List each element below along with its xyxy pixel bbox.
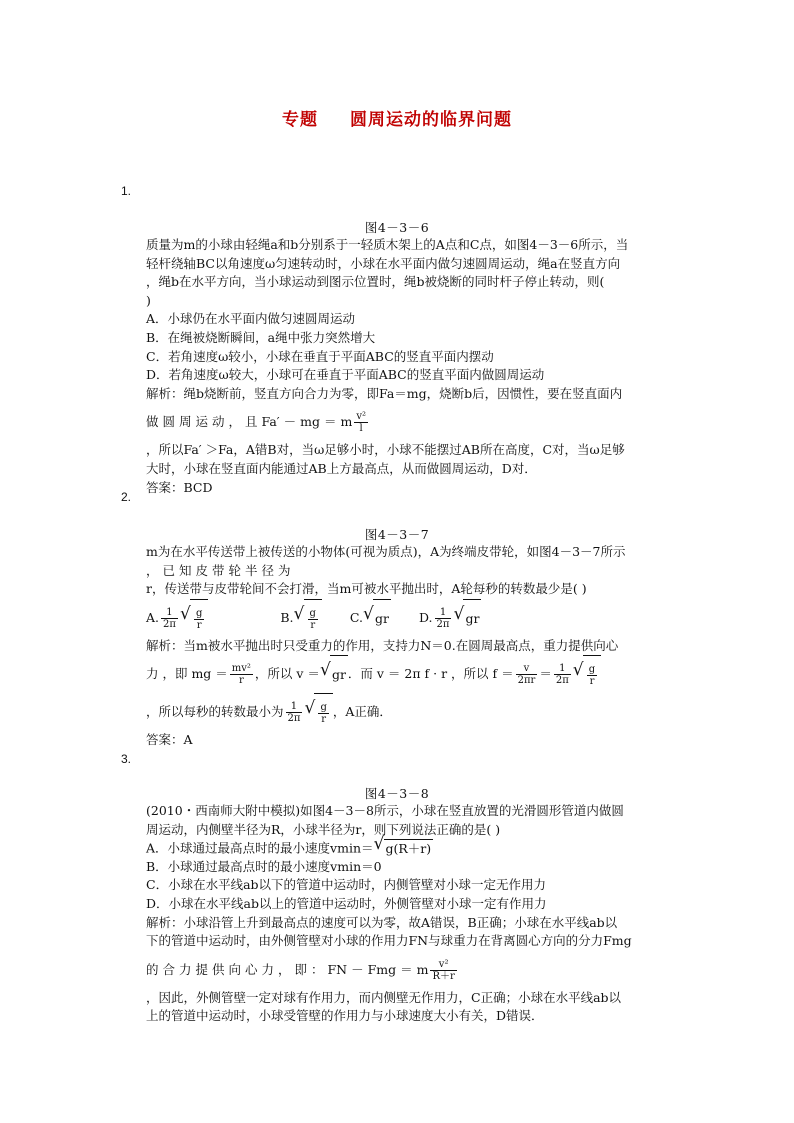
square-root	[306, 693, 332, 732]
numerator: √ g	[309, 607, 316, 619]
word: ，	[146, 562, 159, 578]
figure-label-3: 图4－3－8	[364, 786, 430, 801]
q2-option-d	[419, 599, 481, 638]
numerator: v²	[430, 959, 456, 971]
page-title	[0, 105, 794, 130]
denominator: 2π	[287, 713, 301, 725]
figure-label-2: 图4－3－7	[364, 527, 430, 542]
word: 圆	[162, 414, 176, 430]
fraction	[308, 608, 318, 631]
square-root: √ gr	[365, 599, 391, 638]
q1-answer: 答案：BCD	[146, 479, 213, 495]
q2-answer: 答案：A	[146, 732, 193, 748]
q3-option-d: D．小球在水平线ab以上的管道中运动时，外侧管壁对小球一定有作用力	[146, 895, 547, 911]
word: 做	[146, 414, 159, 430]
fraction	[286, 701, 303, 724]
q3-option-a	[146, 839, 674, 858]
square-root	[575, 655, 601, 694]
q2-option-b	[280, 599, 322, 638]
word: 的	[146, 961, 159, 977]
denominator: r	[196, 619, 202, 631]
numerator: v	[516, 663, 538, 675]
q1-stem-line: 质量为m的小球由轻绳a和b分别系于一轻质木架上的A点和C点，如图4－3－6所示，当	[146, 237, 629, 252]
numerator: mv²	[231, 663, 251, 675]
word: FN	[327, 961, 348, 977]
q2-analysis-line: 解析：当m被水平抛出时只受重力的作用，支持力N＝0.在圆周最高点，重力提供向心	[146, 637, 619, 653]
square-root: √ gr	[455, 599, 481, 638]
q3-analysis-line: 上的管道中运动时，小球受管壁的作用力与小球速度大小有关，D错误．	[146, 1008, 544, 1024]
denominator: 2π	[555, 675, 569, 687]
word: 为	[278, 562, 291, 578]
q3-analysis-line: 解析：小球沿管上升到最高点的速度可以为零，故A错误，B正确；小球在水平线ab以	[146, 914, 618, 930]
text: ．而 v ＝ 2π f · r ，所以 f ＝	[347, 666, 514, 682]
word: Fmg	[367, 961, 397, 977]
q3-stem-line: 周运动，内侧壁半径为R，小球半径为r，则下列说法正确的是( )	[146, 821, 501, 837]
fraction	[430, 959, 456, 982]
question-1-block	[146, 236, 674, 497]
word: 已	[162, 562, 176, 578]
fraction	[587, 664, 597, 687]
denominator: 2π	[436, 618, 450, 630]
word: 半	[245, 562, 258, 578]
numerator: v²	[356, 411, 366, 423]
numerator: √ g	[195, 607, 203, 619]
numerator: 1	[286, 701, 303, 713]
word: 轮	[228, 562, 242, 578]
q2-analysis-formula-line	[146, 655, 674, 693]
q1-analysis-formula-line	[146, 403, 674, 441]
q3-analysis-line: 下的管道中运动时，由外侧管壁对小球的作用力FN与球重力在背离圆心方向的分力Fmg	[146, 933, 632, 949]
q1-analysis-line: ，所以Fa′ ＞Fa，A错B对，当ω足够小时，小球不能摆过AB所在高度，C对，当ω足够	[146, 442, 625, 458]
option-letter: B.	[280, 609, 294, 625]
word: 且	[245, 414, 258, 430]
q1-analysis-line: 解析：绳b烧断前，竖直方向合力为零，即Fa＝mg，烧断b后，因惯性，要在竖直面内	[146, 385, 623, 401]
word: 即	[294, 961, 308, 977]
q2-option-c	[350, 599, 391, 638]
q1-option-c: C．若角速度ω较小，小球在垂直于平面ABC的竖直平面内摆动	[146, 348, 494, 364]
denominator: 2π	[163, 618, 176, 630]
q1-option-d: D．若角速度ω较大，小球可在垂直于平面ABC的竖直平面内做圆周运动	[146, 367, 545, 383]
formula-fraction	[340, 411, 370, 435]
text: ，所以 v ＝	[254, 666, 320, 682]
denominator: r	[310, 619, 316, 631]
q3-analysis-formula-line	[146, 951, 674, 989]
q3-analysis-line: ，因此，外侧管壁一定对球有作用力，而内侧壁无作用力，C正确；小球在水平线ab以	[146, 989, 622, 1005]
word: －	[351, 961, 364, 977]
denominator: R＋r	[432, 970, 455, 982]
text: ，所以每秒的转数最小为	[146, 704, 284, 720]
fraction	[354, 411, 368, 434]
word: 运	[195, 414, 209, 430]
word: 心	[245, 961, 258, 977]
q3-option-c: C．小球在水平线ab以下的管道中运动时，内侧管壁对小球一定无作用力	[146, 877, 547, 893]
q3-option-b: B．小球通过最高点时的最小速度vmin＝0	[146, 858, 382, 874]
q1-option-a: A．小球仍在水平面内做匀速圆周运动	[146, 311, 356, 327]
numerator: 1	[435, 607, 452, 619]
coefficient: m	[340, 414, 353, 430]
fraction	[194, 608, 204, 631]
fraction	[161, 607, 178, 630]
fraction	[516, 663, 538, 686]
text: 力 ，即 mg ＝	[146, 666, 228, 682]
fraction	[318, 702, 328, 725]
text: ＝	[539, 666, 552, 682]
word: mg	[300, 414, 320, 430]
q2-stem-line	[146, 562, 674, 581]
q2-stem-line: m为在水平传送带上被传送的小物体(可视为质点)，A为终端皮带轮，如图4－3－7所示	[146, 544, 626, 559]
question-number-3: 3.	[121, 752, 132, 766]
word: ：	[311, 961, 324, 977]
q3-stem-line: (2010・西南师大附中模拟)如图4－3－8所示，小球在竖直放置的光滑圆形管道内做圆	[146, 803, 624, 818]
numerator: 1	[161, 607, 178, 619]
text: A．小球通过最高点时的最小速度vmin＝	[146, 840, 374, 856]
word: 力	[179, 961, 192, 977]
numerator: √ g	[320, 702, 327, 714]
title-part2: 圆周运动的临界问题	[350, 110, 512, 130]
square-root: √ g(R＋r)	[376, 839, 434, 859]
q2-options	[146, 599, 674, 637]
fraction	[554, 663, 571, 686]
word: 力	[261, 961, 275, 977]
word: 合	[162, 961, 176, 977]
word: 带	[212, 562, 225, 578]
q1-stem-line: 轻杆绕轴BC以角速度ω匀速转动时，小球在水平面内做匀速圆周运动，绳a在竖直方向	[146, 255, 621, 271]
fraction	[435, 607, 452, 630]
formula-fraction	[416, 958, 459, 982]
question-number-2: 2.	[121, 490, 132, 504]
denominator: r	[321, 714, 327, 726]
coefficient: m	[416, 961, 429, 977]
option-letter: D.	[418, 609, 433, 625]
denominator: r	[238, 675, 244, 687]
q1-stem-line: ，绳b在水平方向，当小球运动到图示位置时，绳b被烧断的同时杆子停止转动，则(	[146, 274, 605, 290]
word: 知	[179, 562, 192, 578]
numerator: √ g	[588, 664, 596, 676]
figure-label-1: 图4－3－6	[364, 220, 430, 235]
fraction	[230, 663, 253, 686]
word: Fa′	[261, 414, 280, 430]
option-letter: A.	[146, 609, 160, 625]
square-root	[182, 599, 208, 638]
q2-stem-line: r，传送带与皮带轮间不会打滑，当m可被水平抛出时，A轮每秒的转数最少是( )	[146, 581, 587, 597]
square-root	[296, 599, 322, 638]
denominator: r	[589, 676, 595, 688]
word: ，	[278, 961, 291, 977]
word: ，	[228, 414, 242, 430]
word: 向	[228, 961, 242, 977]
square-root: √ gr	[322, 655, 348, 694]
numerator: 1	[554, 663, 571, 675]
word: 皮	[195, 562, 209, 578]
word: 动	[212, 414, 225, 430]
q1-stem-line: )	[146, 292, 151, 308]
question-number-1: 1.	[121, 184, 132, 198]
q2-analysis-line	[146, 693, 674, 731]
word: ＝	[323, 414, 337, 430]
word: 径	[261, 562, 275, 578]
q1-option-b: B．在绳被烧断瞬间，a绳中张力突然增大	[146, 329, 376, 345]
q1-analysis-line: 大时，小球在竖直面内能通过AB上方最高点，从而做圆周运动，D对．	[146, 460, 537, 476]
word: 周	[179, 414, 192, 430]
question-3-block	[146, 802, 674, 1026]
word: 提	[195, 961, 209, 977]
option-letter: C.	[349, 609, 363, 625]
word: ＝	[400, 961, 413, 977]
title-part1: 专题	[282, 110, 318, 130]
denominator: l	[359, 423, 363, 435]
word: －	[283, 414, 297, 430]
word: 供	[212, 961, 225, 977]
q2-option-a	[146, 599, 208, 638]
text: ，A正确．	[332, 704, 392, 720]
question-2-block	[146, 543, 674, 750]
denominator: 2πr	[517, 675, 536, 687]
